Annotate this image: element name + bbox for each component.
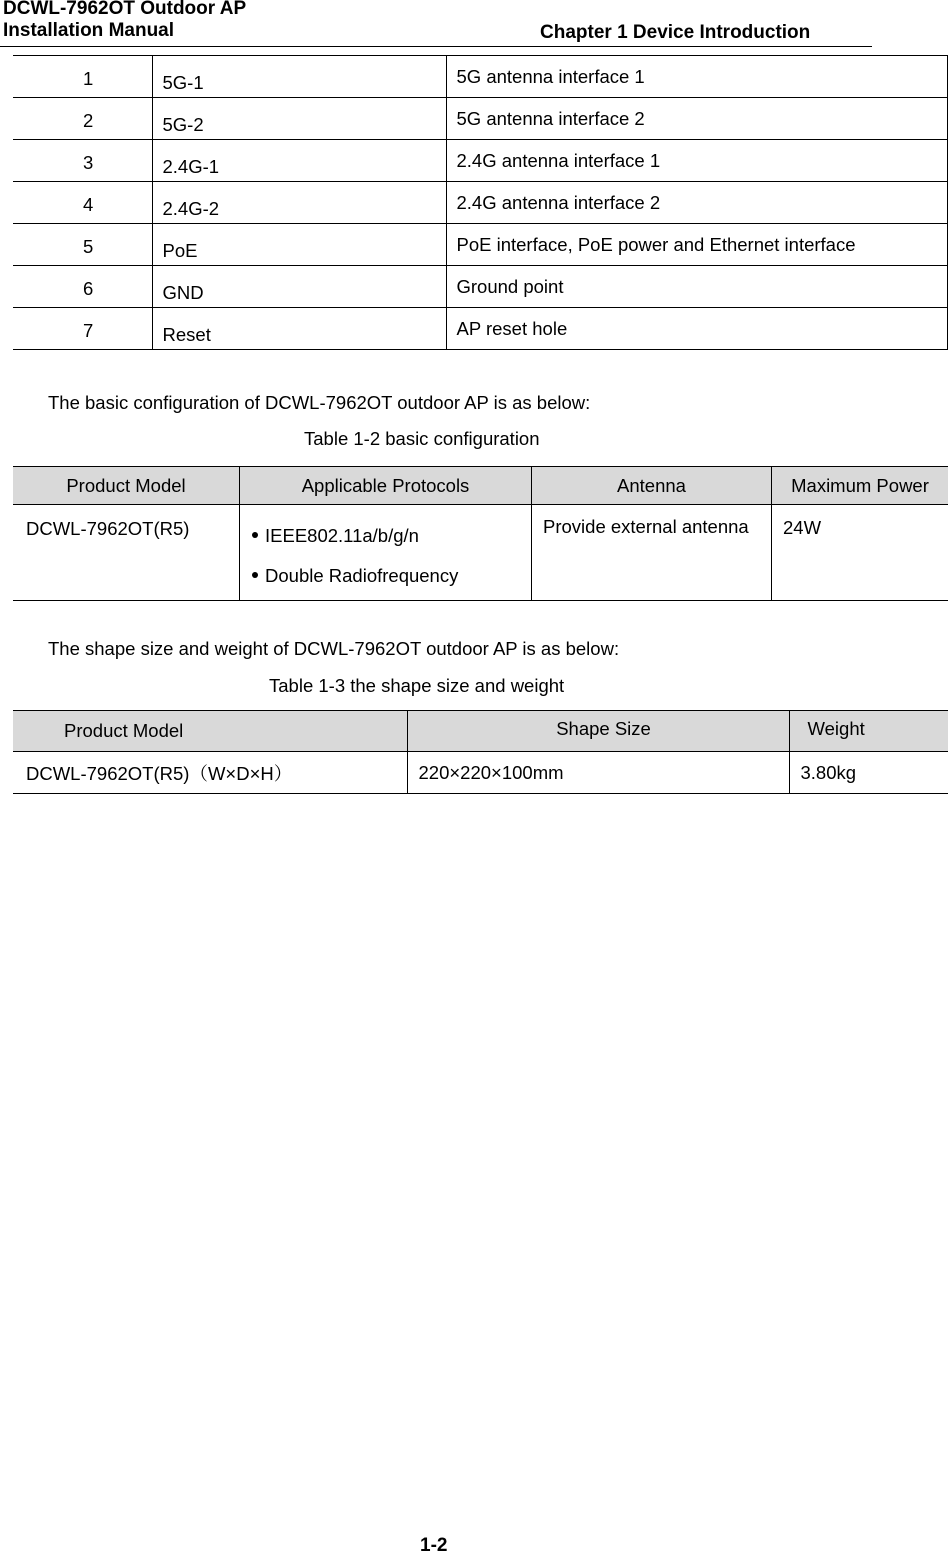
basic-config-intro: The basic configuration of DCWL-7962OT outdoor AP is as below: bbox=[48, 392, 591, 413]
table-row bbox=[13, 182, 948, 224]
interfaces-table bbox=[13, 55, 948, 350]
interface-name: Reset bbox=[152, 308, 446, 350]
row-number: 6 bbox=[13, 266, 152, 308]
table-row bbox=[13, 98, 948, 140]
interface-name: GND bbox=[152, 266, 446, 308]
page-number: 1-2 bbox=[420, 1535, 448, 1556]
interface-description: PoE interface, PoE power and Ethernet interface bbox=[446, 224, 948, 266]
interface-name: PoE bbox=[152, 224, 446, 266]
table-row bbox=[13, 308, 948, 350]
shape-size-intro: The shape size and weight of DCWL-7962OT outdoor AP is as below: bbox=[48, 638, 620, 659]
interface-description: Ground point bbox=[446, 266, 948, 308]
table-1-3-caption: Table 1-3 the shape size and weight bbox=[269, 675, 565, 696]
column-header-max-power: Maximum Power bbox=[772, 467, 949, 505]
interface-name: 2.4G-1 bbox=[152, 140, 446, 182]
row-number: 4 bbox=[13, 182, 152, 224]
table-1-2-caption: Table 1-2 basic configuration bbox=[304, 428, 540, 449]
basic-config-table bbox=[13, 466, 948, 601]
row-number: 7 bbox=[13, 308, 152, 350]
interface-description: 5G antenna interface 2 bbox=[446, 98, 948, 140]
bullet-icon bbox=[252, 572, 258, 578]
interface-name: 5G-2 bbox=[152, 98, 446, 140]
table-row bbox=[13, 266, 948, 308]
weight-cell: 3.80kg bbox=[789, 752, 948, 794]
table-header-row bbox=[13, 467, 948, 505]
bullet-icon bbox=[252, 532, 258, 538]
table-row bbox=[13, 56, 948, 98]
interface-name: 2.4G-2 bbox=[152, 182, 446, 224]
protocol-text: IEEE802.11a/b/g/n bbox=[265, 525, 419, 546]
interface-name: 5G-1 bbox=[152, 56, 446, 98]
antenna-cell: Provide external antenna bbox=[532, 505, 772, 601]
column-header-antenna: Antenna bbox=[532, 467, 772, 505]
row-number: 5 bbox=[13, 224, 152, 266]
protocol-text: Double Radiofrequency bbox=[265, 565, 459, 586]
chapter-title: Chapter 1 Device Introduction bbox=[540, 22, 811, 43]
interface-description: 2.4G antenna interface 2 bbox=[446, 182, 948, 224]
header-divider bbox=[0, 46, 872, 47]
table-row bbox=[13, 224, 948, 266]
table-row bbox=[13, 752, 948, 794]
document-title bbox=[3, 0, 246, 42]
row-number: 2 bbox=[13, 98, 152, 140]
interface-description: 2.4G antenna interface 1 bbox=[446, 140, 948, 182]
document-title-line2: Installation Manual bbox=[3, 20, 175, 41]
row-number: 3 bbox=[13, 140, 152, 182]
column-header-product-model: Product Model bbox=[13, 467, 240, 505]
column-header-protocols: Applicable Protocols bbox=[240, 467, 532, 505]
interface-description: 5G antenna interface 1 bbox=[446, 56, 948, 98]
product-model-cell: DCWL-7962OT(R5) bbox=[13, 505, 240, 601]
interface-description: AP reset hole bbox=[446, 308, 948, 350]
product-model-cell: DCWL-7962OT(R5)（W×D×H） bbox=[13, 752, 407, 794]
column-header-weight: Weight bbox=[789, 711, 948, 752]
protocol-item bbox=[252, 516, 531, 556]
table-header-row bbox=[13, 711, 948, 752]
protocol-item bbox=[252, 556, 531, 596]
column-header-product-model: Product Model bbox=[13, 711, 407, 752]
table-row bbox=[13, 140, 948, 182]
document-title-line1: DCWL-7962OT Outdoor AP bbox=[3, 0, 247, 19]
protocols-cell bbox=[240, 505, 532, 601]
max-power-cell: 24W bbox=[772, 505, 949, 601]
row-number: 1 bbox=[13, 56, 152, 98]
table-row bbox=[13, 505, 948, 601]
column-header-shape-size: Shape Size bbox=[407, 711, 789, 752]
shape-size-table bbox=[13, 710, 948, 794]
shape-size-cell: 220×220×100mm bbox=[407, 752, 789, 794]
